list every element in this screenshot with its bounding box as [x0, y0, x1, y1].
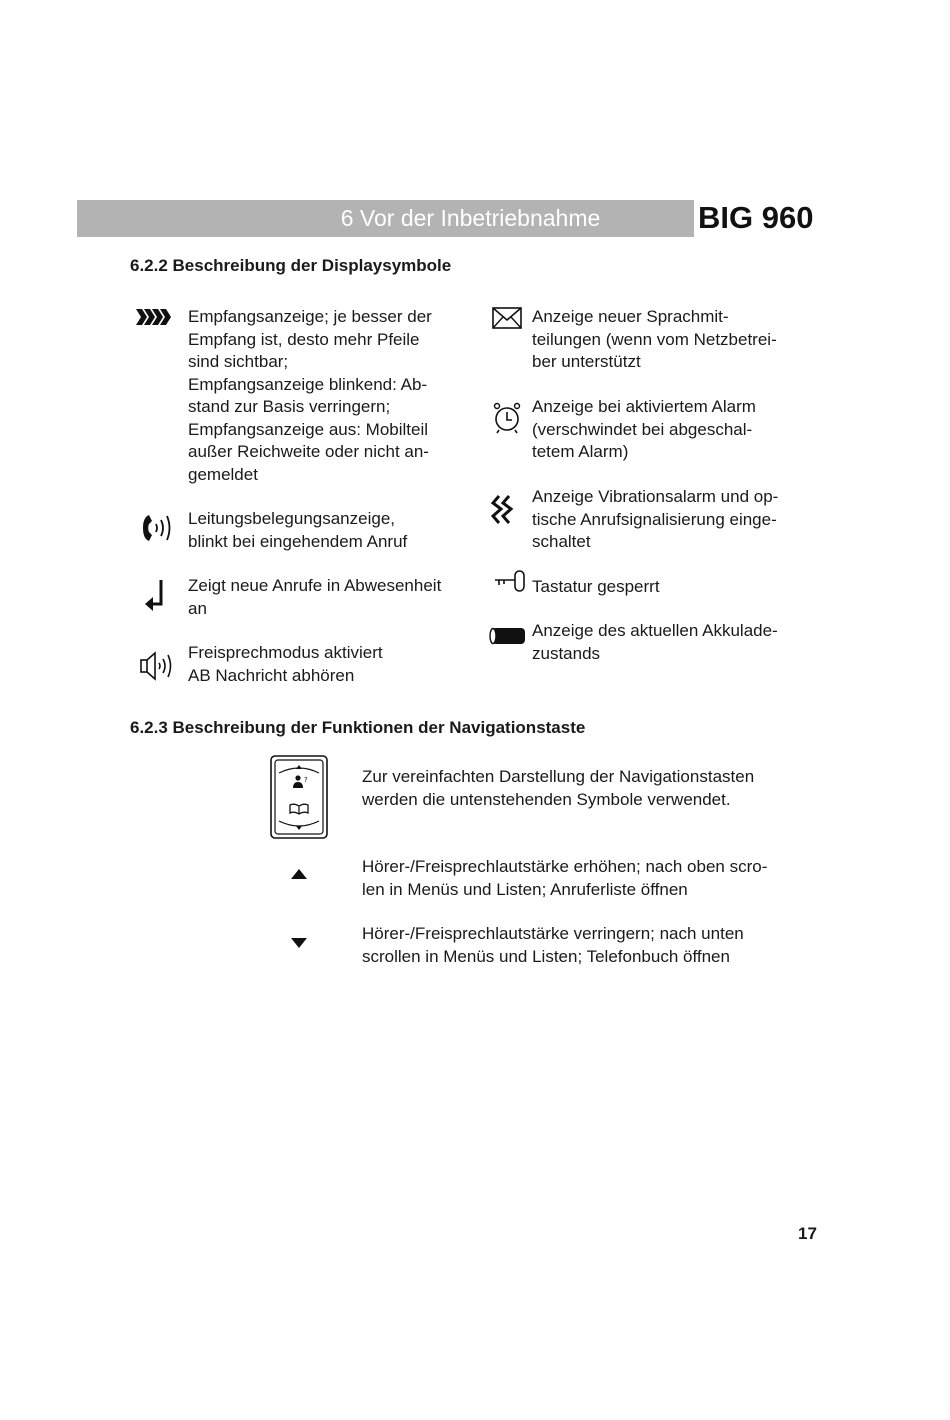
line-busy-icon [140, 513, 176, 543]
chapter-title-bar [77, 200, 694, 237]
battery-icon [489, 627, 527, 645]
speaker-description: Freisprechmodus aktiviert AB Nachricht abhören [188, 643, 383, 685]
arrow-up-icon [291, 869, 307, 879]
speaker-icon [138, 649, 178, 683]
chapter-title: 6 Vor der Inbetriebnahme [340, 205, 601, 231]
page-number: 17 [798, 1224, 817, 1243]
signal-strength-icon [136, 309, 172, 325]
section-heading-navigation: 6.2.3 Beschreibung der Funktionen der Navigationstaste [130, 718, 586, 737]
key-lock-description: Tastatur gesperrt [532, 577, 660, 596]
signal-strength-description: Empfangsanzeige; je besser der Empfang ist, desto mehr Pfeile sind sichtbar; Empfangsanzeige blinkend: Ab- stand zur Basis verringern; Empfangsanzeige aus: Mobilteil außer Reichweite oder nicht an- gemeldet [188, 307, 432, 484]
envelope-description: Anzeige neuer Sprachmit- teilungen (wenn vom Netzbetrei- ber unterstützt [532, 307, 777, 371]
arrow-up-description: Hörer-/Freisprechlautstärke erhöhen; nach oben scro- len in Menüs und Listen; Anruferliste öffnen [362, 857, 768, 899]
battery-description: Anzeige des aktuellen Akkulade- zustands [532, 621, 778, 663]
product-name: BIG 960 [698, 200, 814, 235]
svg-text:?: ? [304, 776, 308, 784]
key-lock-icon [494, 569, 526, 593]
vibration-description: Anzeige Vibrationsalarm und op- tische Anrufsignalisierung einge- schaltet [532, 487, 779, 551]
envelope-icon [492, 307, 522, 329]
line-busy-description: Leitungsbelegungsanzeige, blinkt bei eingehendem Anruf [188, 509, 408, 551]
arrow-down-icon [291, 938, 307, 948]
vibration-icon [489, 495, 519, 525]
alarm-description: Anzeige bei aktiviertem Alarm (verschwindet bei abgeschal- tetem Alarm) [532, 397, 756, 461]
section-heading-display-symbols: 6.2.2 Beschreibung der Displaysymbole [130, 256, 452, 275]
alarm-clock-icon [493, 402, 521, 434]
navigation-intro: Zur vereinfachten Darstellung der Navigationstasten werden die untenstehenden Symbole verwendet. [362, 767, 755, 809]
navigation-key-icon [270, 755, 328, 839]
missed-call-icon [143, 578, 165, 616]
arrow-down-description: Hörer-/Freisprechlautstärke verringern; nach unten scrollen in Menüs und Listen; Telefonbuch öffnen [362, 924, 744, 966]
missed-call-description: Zeigt neue Anrufe in Abwesenheit an [188, 576, 442, 618]
